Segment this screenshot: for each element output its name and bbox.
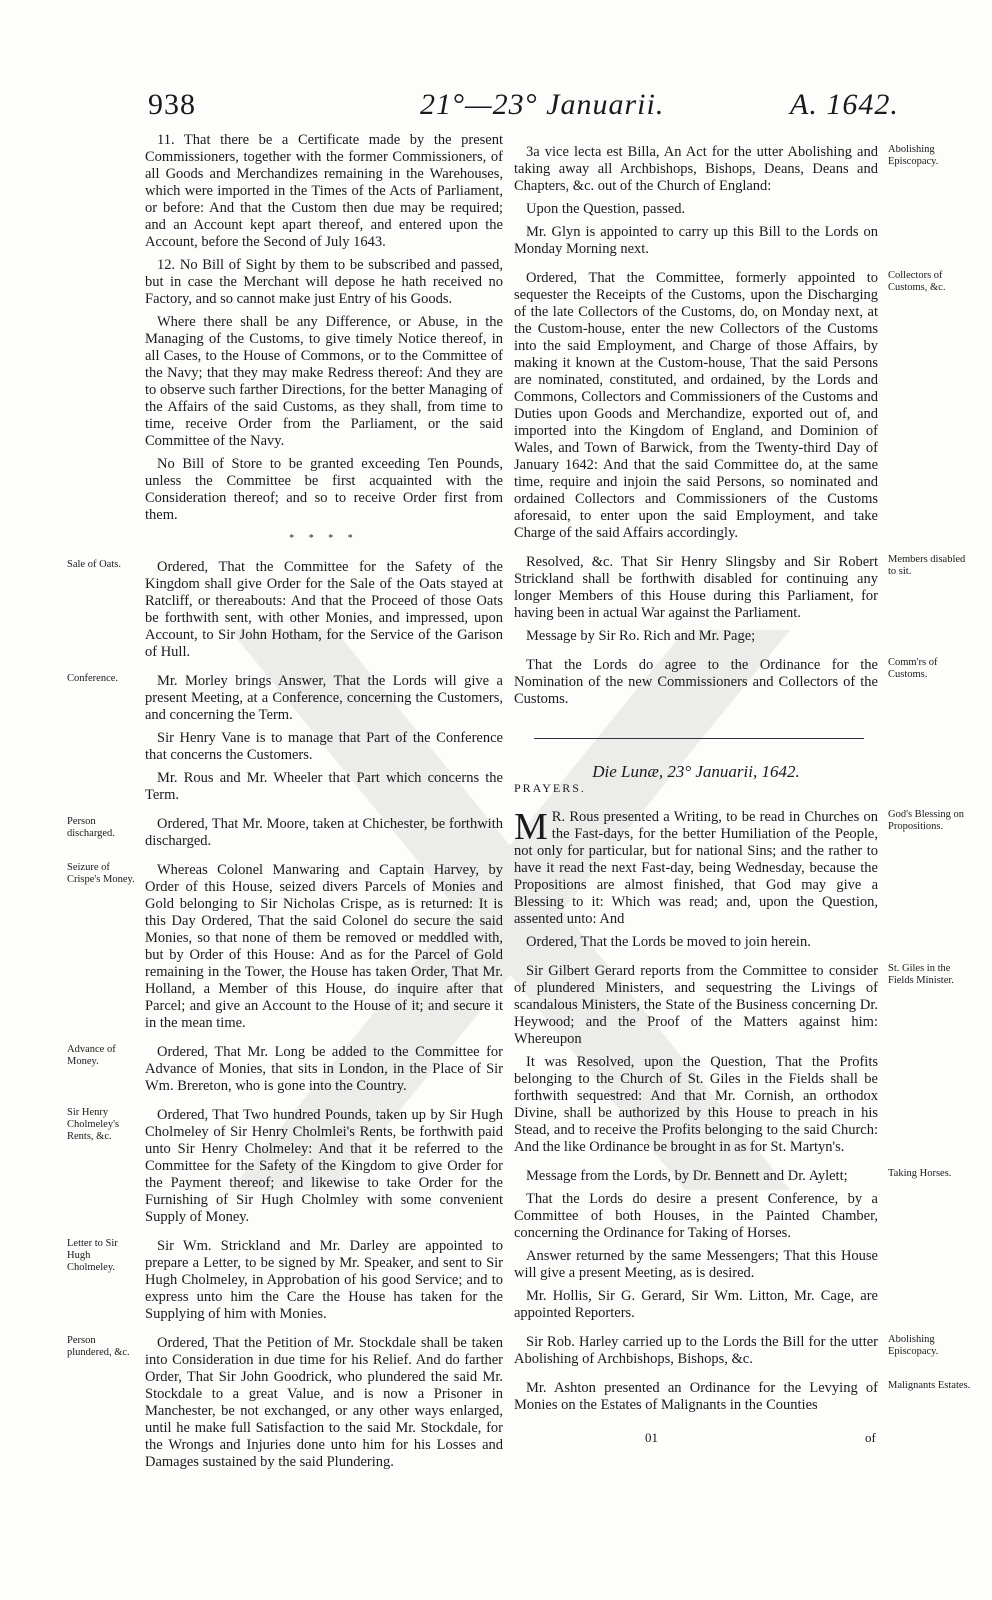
- paragraph-entry: [514, 201, 878, 218]
- margin-note: Person discharged.: [67, 816, 115, 839]
- right-column: [514, 132, 971, 1420]
- paragraph-entry: [67, 673, 503, 724]
- paragraph-entry: [514, 934, 878, 951]
- margin-note: Abolishing Episcopacy.: [888, 144, 939, 167]
- margin-note: Letter to Sir Hugh Cholmeley.: [67, 1238, 118, 1273]
- paragraph-text: No Bill of Store to be granted exceeding Ten Pounds, unless the Committee be first acquainted with the Consideration thereof; and so to receive Order first from them.: [145, 456, 503, 523]
- paragraph-text: Ordered, That Mr. Long be added to the Committee for Advance of Monies, that sits in London, in the Place of Sir Wm. Brereton, who is gone into the Country.: [145, 1044, 503, 1094]
- paragraph-entry: [145, 132, 503, 251]
- paragraph-entry: [514, 224, 878, 258]
- paragraph-entry: [514, 554, 966, 622]
- paragraph-entry: [67, 1238, 503, 1323]
- margin-note: Members disabled to sit.: [888, 554, 966, 577]
- paragraph-text: Ordered, That the Committee, formerly appointed to sequester the Receipts of the Customs, upon the Discharging of the late Collectors of the Customs, do, on Monday next, at the Custom-house, enter the new Collectors of the Customs into the said Employment, and Charge of those Affairs, by making it known at the Custom-house, That the said Persons are nominated, constituted, and ordained, by the Lords and Commons, Collectors and Commissioners of the Customs and Duties upon Goods and Merchandize, exported out of, and imported into the Kingdom of England, and Dominion of Wales, and Town of Barwick, from the Twenty-third Day of January 1642: And that the said Committee do, at the same time, require and injoin the said Persons, so nominated and ordained Collectors and Commissioners of the Customs aforesaid, to enter upon the said Employment, and take Charge of the said Affairs accordingly.: [514, 270, 878, 541]
- margin-note: Conference.: [67, 673, 119, 684]
- paragraph-text: 11. That there be a Certificate made by the present Commissioners, together with the former Commissioners, of all Goods and Merchandizes remaining in the Warehouses, which were imported in the Times of the Acts of Parliament, or before: And that the Custom then due may be required; and an Account kept apart thereof, and entered upon the Account, before the Second of July 1643.: [145, 132, 503, 250]
- paragraph-entry: [514, 1288, 878, 1322]
- margin-note: Taking Horses.: [888, 1168, 952, 1179]
- paragraph-body: R. Rous presented a Writing, to be read in Churches on the Fast-days, for the better Humiliation of the People, not only for particular, but for national Sins; and the rather to have it read the next Fast-day, being Wednesday, because the Propositions are almost finished, that God may give a Blessing to it: Which was read; and, upon the Question, assented unto: And: [514, 809, 878, 927]
- paragraph-entry: [145, 730, 503, 764]
- paragraph-entry: [67, 1107, 503, 1226]
- paragraph-entry: [514, 806, 964, 928]
- margin-note: Comm'rs of Customs.: [888, 657, 938, 680]
- left-column: [67, 132, 503, 1477]
- paragraph-text: Ordered, That Mr. Moore, taken at Chichester, be forthwith discharged.: [145, 816, 503, 849]
- paragraph-text: That the Lords do agree to the Ordinance for the Nomination of the new Commissioners and Collectors of the Customs.: [514, 657, 878, 707]
- paragraph-entry: [514, 1191, 878, 1242]
- paragraph-text: Ordered, That Two hundred Pounds, taken up by Sir Hugh Cholmeley of Sir Henry Cholmlei's Rents, be forthwith paid unto Sir Henry Cholmeley: And that it be referred to the Committee for the Safety of the Kingdom to give Order for the Payment thereof; and likewise to take Order for the Furnishing of Sir Hugh Cholmley with some convenient Supply of Money.: [145, 1107, 503, 1225]
- section-stars: * * * *: [289, 533, 359, 544]
- paragraph-text: Message from the Lords, by Dr. Bennett and Dr. Aylett;: [526, 1168, 848, 1184]
- page-number: 938: [148, 88, 196, 121]
- paragraph-entry: [514, 963, 954, 1048]
- margin-note: Seizure of Crispe's Money.: [67, 862, 135, 885]
- paragraph-text: Sir Wm. Strickland and Mr. Darley are appointed to prepare a Letter, to be signed by Mr. Speaker, and sent to Sir Hugh Cholmeley, in Approbation of his good Service; and to express unto him the Care the House has taken for the Supplying of him with Monies.: [145, 1238, 503, 1322]
- right-top-entries: [514, 144, 966, 708]
- paragraph-text: Mr. Morley brings Answer, That the Lords will give a present Meeting, at a Conference, concerning the Customers, and concerning the Term.: [145, 673, 503, 723]
- paragraph-entry: [145, 456, 503, 524]
- margin-note: Sale of Oats.: [67, 559, 121, 570]
- paragraph-text: Mr. Glyn is appointed to carry up this Bill to the Lords on Monday Morning next.: [514, 224, 878, 257]
- paragraph-text: Answer returned by the same Messengers; That this House will give a present Meeting, as is desired.: [514, 1248, 878, 1281]
- paragraph-entry: [514, 1168, 952, 1185]
- paragraph-text: Sir Gilbert Gerard reports from the Committee to consider of plundered Ministers, and sequestring the Livings of scandalous Ministers, the State of the Business concerning Dr. Heywood; and the Proof of the Matters against him: Whereupon: [514, 963, 878, 1047]
- margin-note: Collectors of Customs, &c.: [888, 270, 946, 293]
- margin-note: Sir Henry Cholmeley's Rents, &c.: [67, 1107, 120, 1142]
- paragraph-entry: [67, 1044, 503, 1095]
- paragraph-entry: [514, 1334, 939, 1368]
- drop-cap: M: [514, 806, 548, 848]
- signature-mark: 01: [645, 1430, 658, 1445]
- catchword: of: [865, 1430, 876, 1445]
- right-bottom-entries: [514, 806, 971, 1414]
- paragraph-entry: [514, 270, 946, 542]
- paragraph-text: Ordered, That the Petition of Mr. Stockdale shall be taken into Consideration in due time for his Relief. And do farther Order, That Sir John Goodrick, who plundered the said Mr. Stockdale to a great Value, and is now a Prisoner in Manchester, be not exchanged, or any other ways enlarged, until he make full Satisfaction to the said Mr. Stockdale, for the Wrongs and Injuries done unto him for his Losses and Damages sustained by the said Plundering.: [145, 1335, 503, 1470]
- section-heading: Die Lunæ, 23° Januarii, 1642.: [592, 762, 800, 781]
- paragraph-entry: [145, 257, 503, 308]
- paragraph-entry: [514, 1054, 878, 1156]
- paragraph-text: Resolved, &c. That Sir Henry Slingsby and Sir Robert Strickland shall be forthwith disabled for continuing any longer Members of this House during this Parliament, for having been in actual War against the Parliament.: [514, 554, 878, 621]
- paragraph-text: 3a vice lecta est Billa, An Act for the utter Abolishing and taking away all Archbishops, Bishops, Deans, Deans and Chapters, &c. out of the Church of England:: [514, 144, 878, 194]
- paragraph-text: Mr. Rous and Mr. Wheeler that Part which concerns the Term.: [145, 770, 503, 803]
- header-date: 21°—23° Januarii.: [420, 88, 665, 121]
- paragraph-text: It was Resolved, upon the Question, That the Profits belonging to the Church of St. Giles in the Fields shall be forthwith sequestred: And that Mr. Cornish, an orthodox Divine, shall be authorized by this House to preach in his Stead, and to receive the Profits belonging to the said Church: And the like Ordinance be brought in as for St. Martyn's.: [514, 1054, 878, 1155]
- paragraph-text: Ordered, That the Lords be moved to join herein.: [526, 934, 811, 950]
- paragraph-entry: [514, 657, 938, 708]
- paragraph-entry: [67, 816, 503, 850]
- paragraph-entry: [514, 1380, 971, 1414]
- section-divider: [534, 738, 864, 739]
- margin-note: Malignants Estates.: [888, 1380, 971, 1391]
- page-header: [0, 88, 992, 128]
- paragraph-entry: [145, 314, 503, 450]
- margin-note: God's Blessing on Propositions.: [888, 809, 964, 832]
- paragraph-entry: [514, 144, 939, 195]
- paragraph-text: Sir Rob. Harley carried up to the Lords the Bill for the utter Abolishing of Archbishops, Bishops, &c.: [514, 1334, 878, 1367]
- paragraph-text: Mr. Ashton presented an Ordinance for the Levying of Monies on the Estates of Malignants in the Counties: [514, 1380, 878, 1413]
- paragraph-text: Message by Sir Ro. Rich and Mr. Page;: [526, 628, 756, 644]
- margin-note: Advance of Money.: [67, 1044, 116, 1067]
- margin-note: St. Giles in the Fields Minister.: [888, 963, 954, 986]
- paragraph-text: Where there shall be any Difference, or Abuse, in the Managing of the Customs, to give timely Notice thereof, in all Cases, to the House of Commons, or to the Committee of the Navy; that they may make Redress thereof: And they are to observe such farther Directions, for the better Managing of the Affairs of the said Customs, as they shall, from time to time, receive Order from the Parliament, or the said Committee of the Navy.: [145, 314, 503, 449]
- paragraph-text: Whereas Colonel Manwaring and Captain Harvey, by Order of this House, seized divers Parcels of Monies and Gold belonging to Sir Nicholas Crispe, as is returned: It is this Day Ordered, That the said Colonel do secure the said Monies, so that none of them be removed or meddled with, but by Order of this House: And as for the Parcel of Gold remaining in the Tower, the House has taken Order, That Mr. Holland, a Member of this House, do inquire after that Parcel; and give an Account to the House of it; and secure it in the mean time.: [145, 862, 503, 1031]
- paragraph-entry: [514, 1248, 878, 1282]
- paragraph-entry: [67, 1335, 503, 1471]
- paragraph-text: Upon the Question, passed.: [526, 201, 686, 217]
- header-year: A. 1642.: [790, 88, 899, 121]
- paragraph-entry: [514, 628, 878, 645]
- prayers-label: PRAYERS.: [514, 781, 586, 795]
- paragraph-text: That the Lords do desire a present Conference, by a Committee of both Houses, in the Painted Chamber, concerning the Ordinance for Taking of Horses.: [514, 1191, 878, 1241]
- margin-note: Abolishing Episcopacy.: [888, 1334, 939, 1357]
- paragraph-text: 12. No Bill of Sight by them to be subscribed and passed, but in case the Merchant will depose he hath received no Factory, and so cannot make just Entry of his Goods.: [145, 257, 503, 307]
- paragraph-text: Mr. Hollis, Sir G. Gerard, Sir Wm. Litton, Mr. Cage, are appointed Reporters.: [514, 1288, 878, 1321]
- paragraph-entry: [67, 862, 503, 1032]
- paragraph-text: Sir Henry Vane is to manage that Part of the Conference that concerns the Customers.: [145, 730, 503, 763]
- margin-note: Person plundered, &c.: [67, 1335, 130, 1358]
- paragraph-entry: [67, 559, 503, 661]
- paragraph-entry: [145, 770, 503, 804]
- paragraph-text: [514, 806, 878, 928]
- paragraph-text: Ordered, That the Committee for the Safety of the Kingdom shall give Order for the Sale of the Oats stayed at Ratcliff, or thereabouts: And that the Proceed of those Oats be forthwith sent, with other Monies, and impressed, upon Account, to Sir John Hotham, for the Service of the Garison of Hull.: [145, 559, 503, 660]
